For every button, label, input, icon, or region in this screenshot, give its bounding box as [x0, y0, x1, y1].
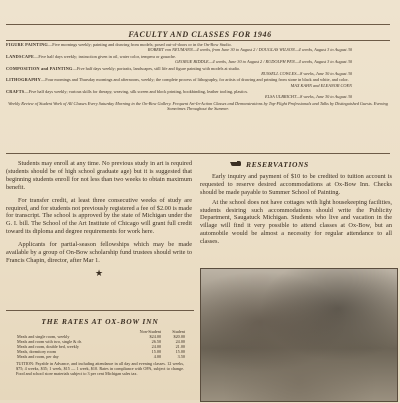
faculty-entry — [6, 66, 390, 76]
rate-non-student: 4.00 — [153, 354, 162, 359]
page-title: FACULTY AND CLASSES FOR 1946 — [128, 30, 272, 39]
rate-description: Meals and room, per day — [17, 354, 59, 359]
rates-column-header: Non-Student — [139, 329, 162, 334]
fellowship-paragraph: Applicants for partial-season fellowships which may be made available by a group of On-Bow scholarship fund trustees should write to Francis Chapin, director, after Mar 1. — [6, 241, 192, 264]
rate-student: 3.50 — [177, 354, 185, 359]
rate-non-student: 15.00 — [151, 349, 162, 354]
accommodations-paragraph: At the school does not have cottages with light housekeeping facilities, students desiring such accommodations should write the Publicity Department, Saugatuck Michigan. Students who live and vacation in the village will find it very possible to attend classes at Ox-Bow, but an automobile would be almost a necessity for regular attendance to all classes. — [200, 198, 392, 246]
faculty-label: LANDSCAPE — [6, 53, 35, 59]
rates-table — [16, 329, 186, 359]
rate-description: Meals and room, double bed, weekly — [17, 344, 79, 349]
faculty-instructors: ROBERT von NEUMANN—4 weeks, from June 30 to August 2 / DOUGLAS WILSON—4 weeks, August 3 to August 30 — [147, 47, 352, 53]
rates-notes: TUITION: Payable in Advance, and including attendance in all day and evening classes. 12 weeks, $75; 4 weeks, $35; 1 week, $15 — 1 week, $10. Rates in compliance with OPA, subject to change. Food and school store materials subject to 3 per cent Michigan sales tax. — [16, 361, 184, 376]
reservations-paragraph: Early inquiry and payment of $10 to be credited to tuition account is requested to reserve desired accommodations at Ox-Bow Inn. Checks should be made payable to Summer School of Painting. — [200, 172, 392, 196]
enrollment-paragraph: Students may enroll at any time. No previous study in art is required (students should be of high school graduate age) but it is suggested that beginning students enroll for not less than two weeks to obtain maximum benefit. — [6, 160, 192, 191]
faculty-label: COMPOSITION and PAINTING — [6, 65, 73, 71]
fist-icon — [230, 160, 242, 169]
left-column — [6, 160, 192, 282]
title-rule — [6, 40, 390, 41]
faculty-bottom-rule — [6, 153, 390, 154]
rates-section — [6, 310, 194, 403]
faculty-description: —Four mornings and Thursday mornings and afternoons, weekly; the complete process of lithography, for artists of drawing and printing from stone in black and white, and color. — [40, 77, 349, 83]
rate-description: Meals, dormitory room — [17, 349, 56, 354]
rate-student: 24.00 — [175, 339, 185, 344]
top-rule — [6, 24, 390, 25]
weekly-review-note: Weekly Review of Student Work of All Classes Every Saturday Morning in the On-Bow Gallery. Frequent Art-In-Action Classes and Demonstrations by Top-Flight Professionals and Talks by Distinguished Guests. Evening Sometimes Throughout the Summer. — [8, 100, 388, 112]
table-row — [16, 354, 186, 359]
faculty-entry — [6, 42, 390, 52]
rate-description: Meals and single room, weekly — [17, 334, 70, 339]
reservations-heading — [200, 160, 392, 169]
faculty-description: —Five half days weekly; instruction given in oil, water color, tempera or gouache. — [34, 53, 177, 59]
landscape-photo — [200, 268, 398, 402]
faculty-note — [6, 101, 390, 111]
rate-description: Meals and room with two, single & dr. — [17, 339, 82, 344]
rate-student: 21.00 — [175, 344, 185, 349]
faculty-entry — [6, 89, 390, 99]
rate-student: 15.00 — [175, 349, 185, 354]
faculty-description: —Five half days weekly; portraits, landscapes, still life and figure painting with models at studio. — [72, 65, 241, 71]
faculty-description: —Five mornings weekly; painting and drawing from models; posed out-of-doors or in the On-Bow Studio. — [47, 42, 232, 47]
faculty-list — [6, 42, 390, 113]
rate-non-student: 26.50 — [151, 339, 162, 344]
rate-student: $20.00 — [173, 334, 185, 339]
faculty-entry — [6, 54, 390, 64]
right-column — [200, 160, 392, 248]
faculty-instructors: RUSSELL COWLES—8 weeks, June 30 to August 30 — [261, 70, 352, 76]
star-ornament: ★ — [94, 267, 104, 278]
faculty-entry — [6, 77, 390, 87]
rates-column-header: Student — [172, 329, 185, 334]
rate-non-student: $24.00 — [149, 334, 162, 339]
faculty-instructors: ELSA ULBRICHT—8 weeks, June 30 to August 30 — [265, 94, 352, 100]
rates-title: THE RATES AT OX-BOW INN — [41, 317, 159, 326]
faculty-label: CRAFTS — [6, 89, 25, 95]
faculty-label: LITHOGRAPHY — [6, 77, 41, 83]
faculty-instructors: GEORGE BIDDLE—4 weeks, June 30 to August 2 / RUDOLPH PEN—4 weeks, August 3 to August 30 — [175, 59, 352, 64]
rate-non-student: 24.00 — [151, 344, 162, 349]
faculty-label: FIGURE PAINTING — [6, 42, 48, 47]
reservations-heading-text: RESERVATIONS — [246, 159, 309, 169]
transfer-credit-paragraph: For transfer credit, at least three consecutive weeks of study are required, and for students not previously registered a fee of $2.00 is made for transcript. The school is approved by the state of Michigan under the G. I. bill. The School of the Art Institute of Chicago will grant full credit toward its diploma and degree requirements for work here. — [6, 196, 192, 236]
faculty-instructors: MAX KAHN and ELEANOR COEN — [290, 82, 352, 88]
faculty-description: —Five half days weekly; various skills for therapy, weaving, silk screen and block printing, bookbinding, leather tooling, plastics. — [24, 89, 249, 95]
